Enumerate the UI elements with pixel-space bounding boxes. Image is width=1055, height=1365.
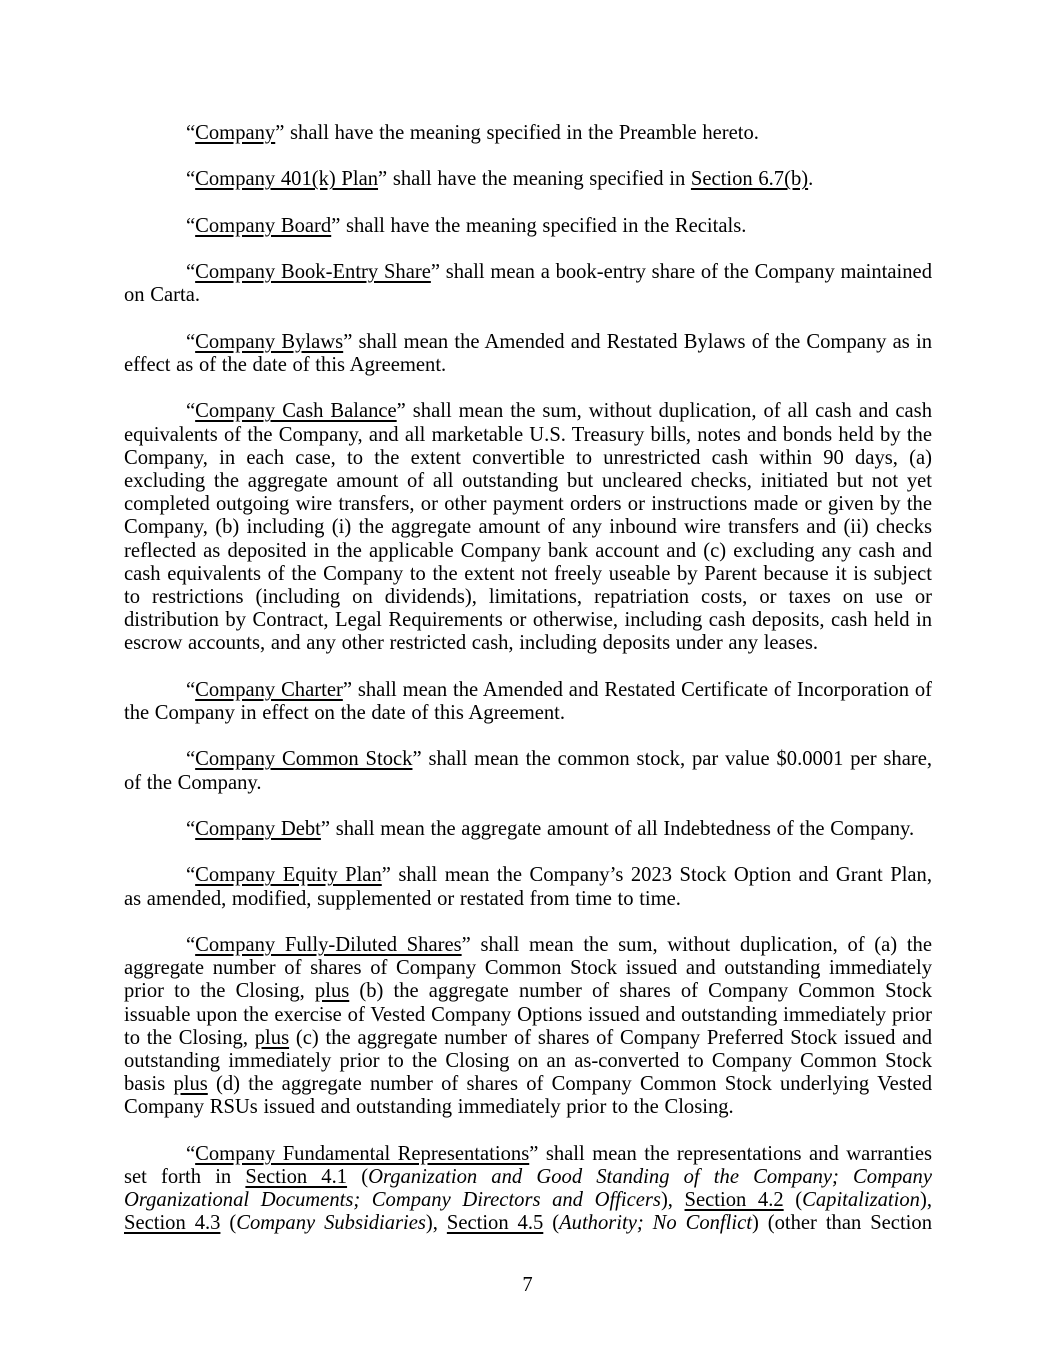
text-run: “ xyxy=(186,214,196,237)
text-run: ” shall mean the sum, without duplication, of (a) the aggregate number of shares of Company Common Stock issued and outstanding immediately prior to the Closing, xyxy=(124,933,932,1003)
text-run: (c) the aggregate number of shares of Company Preferred Stock issued and outstanding immediately prior to the Closing on an as-converted to Company Common Stock basis xyxy=(124,1026,932,1096)
paragraph xyxy=(124,331,932,377)
page-number: 7 xyxy=(522,1274,533,1296)
underlined-text: Company Common Stock xyxy=(195,748,413,771)
underlined-text: plus xyxy=(173,1073,208,1096)
text-run: ” shall have the meaning specified in xyxy=(378,168,691,191)
text-run: “ xyxy=(186,748,196,771)
text-run: ( xyxy=(543,1212,560,1235)
paragraph xyxy=(124,748,932,794)
text-run: ), xyxy=(660,1189,685,1212)
paragraph xyxy=(124,215,932,238)
page-footer xyxy=(0,1274,1055,1297)
italic-text: Organization and Good Standing of the Company; Company Organizational Documents; Company Directors and Officers xyxy=(124,1165,932,1212)
text-run: “ xyxy=(186,261,196,284)
underlined-text: Company Cash Balance xyxy=(195,400,397,423)
text-run: (b) the aggregate number of shares of Company Common Stock issuable upon the exercise of Vested Company Options issued and outstanding immediately prior to the Closing, xyxy=(124,980,932,1049)
underlined-text: Company Equity Plan xyxy=(195,864,382,887)
text-run: ” shall have the meaning specified in the Recitals. xyxy=(331,214,747,237)
text-run: ” shall mean the representations and warranties set forth in xyxy=(124,1142,932,1188)
paragraph xyxy=(124,261,932,307)
text-run: ( xyxy=(347,1165,369,1188)
underlined-text: Section 4.1 xyxy=(245,1165,348,1188)
text-run: “ xyxy=(186,864,196,887)
underlined-text: Company 401(k) Plan xyxy=(195,168,379,191)
text-run: “ xyxy=(186,168,196,191)
underlined-text: plus xyxy=(254,1026,290,1049)
text-run: ” shall mean the aggregate amount of all Indebtedness of the Company. xyxy=(320,817,915,840)
text-run: ” shall mean the Amended and Restated Certificate of Incorporation of the Company in effect on the date of this Agreement. xyxy=(124,678,932,724)
underlined-text: Company Charter xyxy=(195,678,343,701)
text-run: “ xyxy=(186,678,196,701)
text-run: ( xyxy=(783,1189,803,1212)
underlined-text: Company Board xyxy=(195,214,332,237)
underlined-text: Company Fundamental Representations xyxy=(195,1142,530,1165)
italic-text: Capitalization xyxy=(802,1189,920,1212)
underlined-text: Section 4.5 xyxy=(446,1212,544,1235)
text-run: ” shall mean a book-entry share of the Company maintained on Carta. xyxy=(124,261,932,307)
underlined-text: plus xyxy=(314,980,350,1003)
text-run: ) (other than Section xyxy=(751,1212,932,1235)
paragraph xyxy=(124,864,932,910)
document-body xyxy=(124,122,932,1236)
underlined-text: Section 4.3 xyxy=(124,1212,221,1235)
paragraph xyxy=(124,168,932,191)
text-run: ” shall mean the common stock, par value $0.0001 per share, of the Company. xyxy=(124,748,932,794)
underlined-text: Section 6.7(b) xyxy=(690,168,809,191)
text-run: ), xyxy=(425,1212,447,1235)
text-run: ( xyxy=(220,1212,237,1235)
text-run: (d) the aggregate number of shares of Company Common Stock underlying Vested Company RSUs issued and outstanding immediately prior to the Closing. xyxy=(124,1073,932,1119)
text-run: “ xyxy=(186,933,196,956)
paragraph xyxy=(124,818,932,841)
text-run: ” shall mean the sum, without duplication, of all cash and cash equivalents of the Company, and all marketable U.S. Treasury bills, notes and bonds held by the Company, in each case, to the extent convertible to unrestricted cash within 90 days, (a) excluding the aggregate amount of all outstanding but uncleared checks, initiated but not yet completed outgoing wire transfers, or other payment orders or instructions made or given by the Company, (b) including (i) the aggregate amount of any inbound wire transfers and (ii) checks reflected as deposited in the applicable Company bank account and (c) excluding any cash and cash equivalents of the Company to the extent not freely useable by Parent because it is subject to restrictions (including on dividends), limitations, repatriation costs, or taxes on use or distribution by Contract, Legal Requirements or otherwise, including cash deposits, cash held in escrow accounts, and any other restricted cash, including deposits under any leases. xyxy=(124,400,932,655)
underlined-text: Company Debt xyxy=(195,817,321,840)
underlined-text: Company Bylaws xyxy=(195,330,344,353)
underlined-text: Company Fully-Diluted Shares xyxy=(195,933,462,956)
paragraph xyxy=(124,1143,932,1236)
text-run: “ xyxy=(186,122,196,144)
paragraph xyxy=(124,400,932,655)
underlined-text: Section 4.2 xyxy=(684,1189,784,1212)
paragraph xyxy=(124,934,932,1120)
italic-text: Company Subsidiaries xyxy=(236,1212,426,1235)
italic-text: Authority; No Conflict xyxy=(559,1212,752,1235)
underlined-text: Company Book-Entry Share xyxy=(195,261,431,284)
paragraph xyxy=(124,679,932,725)
text-run: ” shall mean the Amended and Restated Bylaws of the Company as in effect as of the date of this Agreement. xyxy=(124,330,932,376)
text-run: “ xyxy=(186,400,196,423)
text-run: . xyxy=(808,168,814,191)
paragraph xyxy=(124,122,932,145)
text-run: ), xyxy=(919,1189,932,1212)
text-run: “ xyxy=(186,330,196,353)
text-run: ” shall mean the Company’s 2023 Stock Option and Grant Plan, as amended, modified, supplemented or restated from time to time. xyxy=(124,864,933,910)
text-run: ” shall have the meaning specified in the Preamble hereto. xyxy=(275,122,759,144)
text-run: “ xyxy=(186,817,196,840)
underlined-text: Company xyxy=(195,122,276,144)
text-run: “ xyxy=(186,1142,196,1165)
